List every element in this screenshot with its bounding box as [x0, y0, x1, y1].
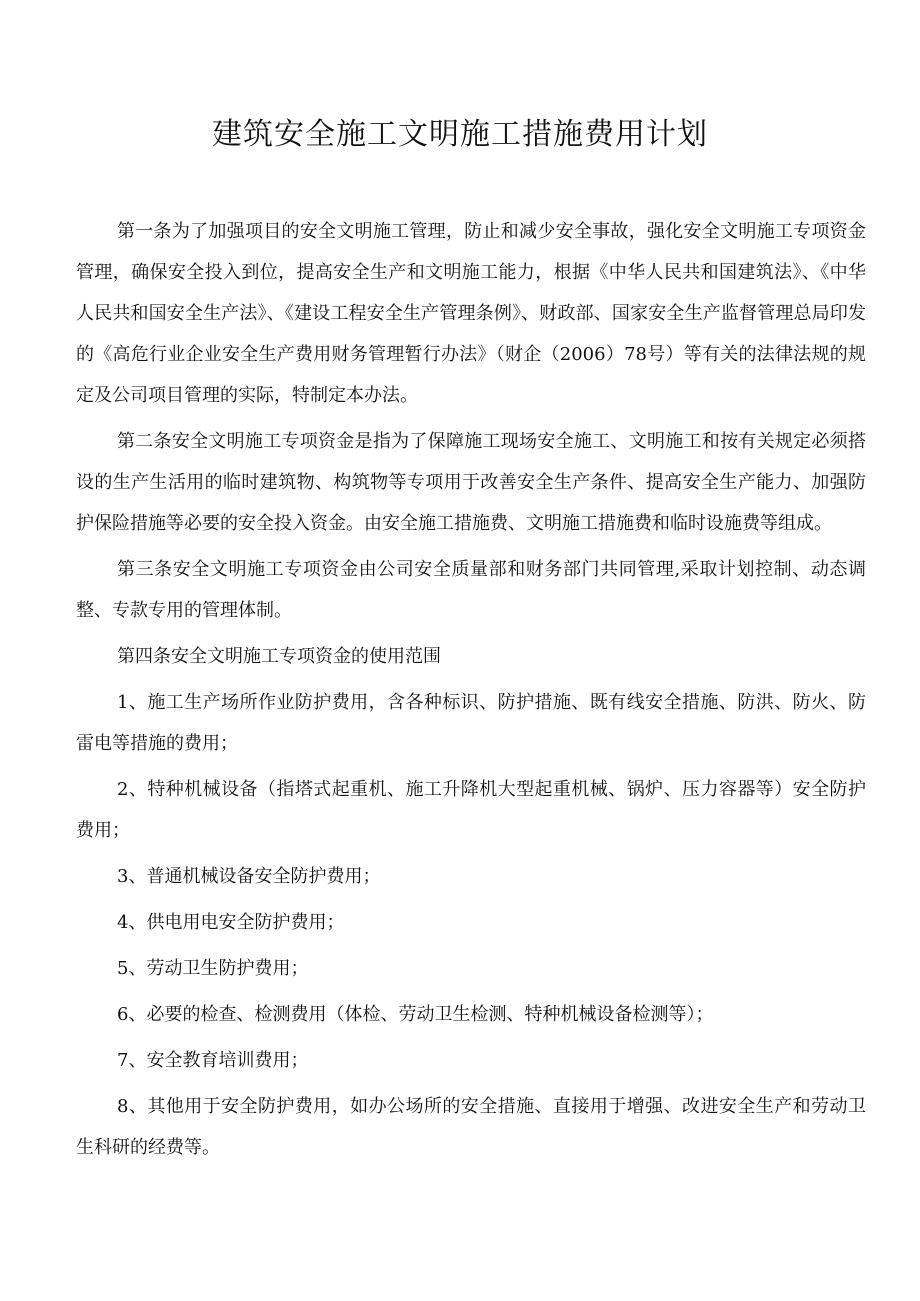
document-body [76, 211, 866, 1173]
list-item-5: 5、劳动卫生防护费用； [117, 958, 309, 979]
list-item-4: 4、供电用电安全防护费用； [117, 912, 345, 933]
list-item-7: 7、安全教育培训费用； [117, 1050, 309, 1071]
list-item-2: 2、特种机械设备（指塔式起重机、施工升降机大型起重机械、锅炉、压力容器等）安全防护费用； [76, 779, 866, 841]
list-item-6: 6、必要的检查、检测费用（体检、劳动卫生检测、特种机械设备检测等）； [117, 1004, 714, 1025]
paragraph-article-4: 第四条安全文明施工专项资金的使用范围 [117, 646, 441, 667]
list-item-8: 8、其他用于安全防护费用，如办公场所的安全措施、直接用于增强、改进安全生产和劳动卫生科研的经费等。 [76, 1096, 866, 1158]
list-item-3: 3、普通机械设备安全防护费用； [117, 866, 381, 887]
list-item-1: 1、施工生产场所作业防护费用，含各种标识、防护措施、既有线安全措施、防洪、防火、防雷电等措施的费用； [76, 692, 866, 754]
paragraph-article-2: 第二条安全文明施工专项资金是指为了保障施工现场安全施工、文明施工和按有关规定必须搭设的生产生活用的临时建筑物、构筑物等专项用于改善安全生产条件、提高安全生产能力、加强防护保险措施等必要的安全投入资金。由安全施工措施费、文明施工措施费和临时设施费等组成。 [76, 431, 866, 534]
paragraph-article-1: 第一条为了加强项目的安全文明施工管理，防止和减少安全事故，强化安全文明施工专项资金管理，确保安全投入到位，提高安全生产和文明施工能力，根据《中华人民共和国建筑法》、《中华人民共和国安全生产法》、《建设工程安全生产管理条例》、财政部、国家安全生产监督管理总局印发的《高危行业企业安全生产费用财务管理暂行办法》（财企（2006）78号）等有关的法律法规的规定及公司项目管理的实际，特制定本办法。 [76, 221, 866, 406]
paragraph-article-3: 第三条安全文明施工专项资金由公司安全质量部和财务部门共同管理,采取计划控制、动态调整、专款专用的管理体制。 [76, 559, 866, 621]
document-title: 建筑安全施工文明施工措施费用计划 [212, 117, 708, 152]
